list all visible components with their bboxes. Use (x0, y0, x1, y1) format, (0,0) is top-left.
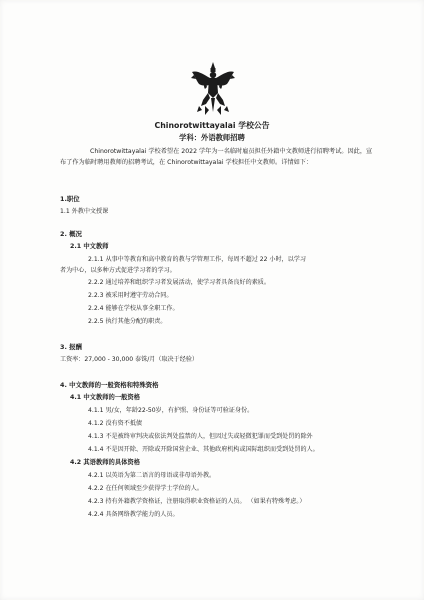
section-4-heading: 4. 中文教师的一般资格和特殊资格 (60, 381, 159, 389)
section-3-heading: 3. 报酬 (60, 343, 82, 351)
announcement-subtitle: 学科：外语教师招聘 (179, 133, 245, 142)
section-2-item: 2.2.4 能够在学校从事全职工作。 (88, 305, 179, 312)
section-4-2-item: 4.2.2 在任何领域至少获得学士学位的人。 (88, 485, 203, 492)
section-4-1-item: 4.1.3 不是被终审判决或依法判处监禁的人，但因过失或轻微犯罪而受到处罚的除外 (88, 433, 313, 440)
section-4-1-item: 4.1.1 男/女，年龄22-50岁，有护照、身份证等可验证身份。 (88, 407, 254, 414)
section-4-1-item: 4.1.2 没有资不抵债 (88, 420, 143, 427)
section-4-2-item: 4.2.1 以英语为第二语言的母语或非母语外教。 (88, 472, 216, 479)
intro-paragraph: Chinorotwittayalai 学校希望在 2022 学年为一名临时雇员担任外籍中文教师进行招聘考试。因此，宣布了作为临时聘用教师的招聘考试，在 Chinorotwittayalai 学校担任中文教师。详情如下： (60, 148, 373, 166)
section-4-1-subheading: 4.1 中文教师的一般资格 (70, 394, 141, 401)
section-2-item: 2.2.5 执行其他分配的职责。 (88, 318, 167, 325)
section-2-item: 2.2.2 通过培养和组织学习者发展活动，使学习者具备良好的素质。 (88, 279, 270, 286)
section-4-2-item: 4.2.3 持有外籍教学资格证，注册取得职业资格证的人员。 （如果有特殊考虑。） (88, 498, 306, 505)
section-2-item: 2.2.3 被采用时遵守劳动合同。 (88, 292, 173, 299)
announcement-title: Chinorotwittayalai 学校公告 (154, 121, 270, 130)
garuda-emblem-icon (191, 60, 235, 120)
section-1-heading: 1.职位 (60, 195, 80, 203)
section-2-item-cont: 者为中心，以多种方式促进学习者的学习。 (60, 267, 176, 274)
section-4-2-item: 4.2.4 具备网络教学能力的人员。 (88, 511, 179, 518)
section-4-2-subheading: 4.2 其语教师的具体资格 (70, 459, 141, 466)
section-2-subheading: 2.1 中文教师 (70, 243, 109, 250)
section-4-1-item: 4.1.4 不是因开除、开除或开除国营企业、其他政府机构或国际组织而受到处罚的人。 (88, 446, 319, 453)
section-2-item: 2.1.1 从事中等教育和高中教育的教与学管理工作，每周不超过 22 小时，以学习 (88, 256, 306, 263)
section-1-item: 1.1 外教中文授课 (60, 208, 109, 215)
section-2-heading: 2. 概况 (60, 230, 82, 238)
salary-text: 工资率：27,000 - 30,000 泰铢/月（取决于经验） (60, 356, 199, 363)
